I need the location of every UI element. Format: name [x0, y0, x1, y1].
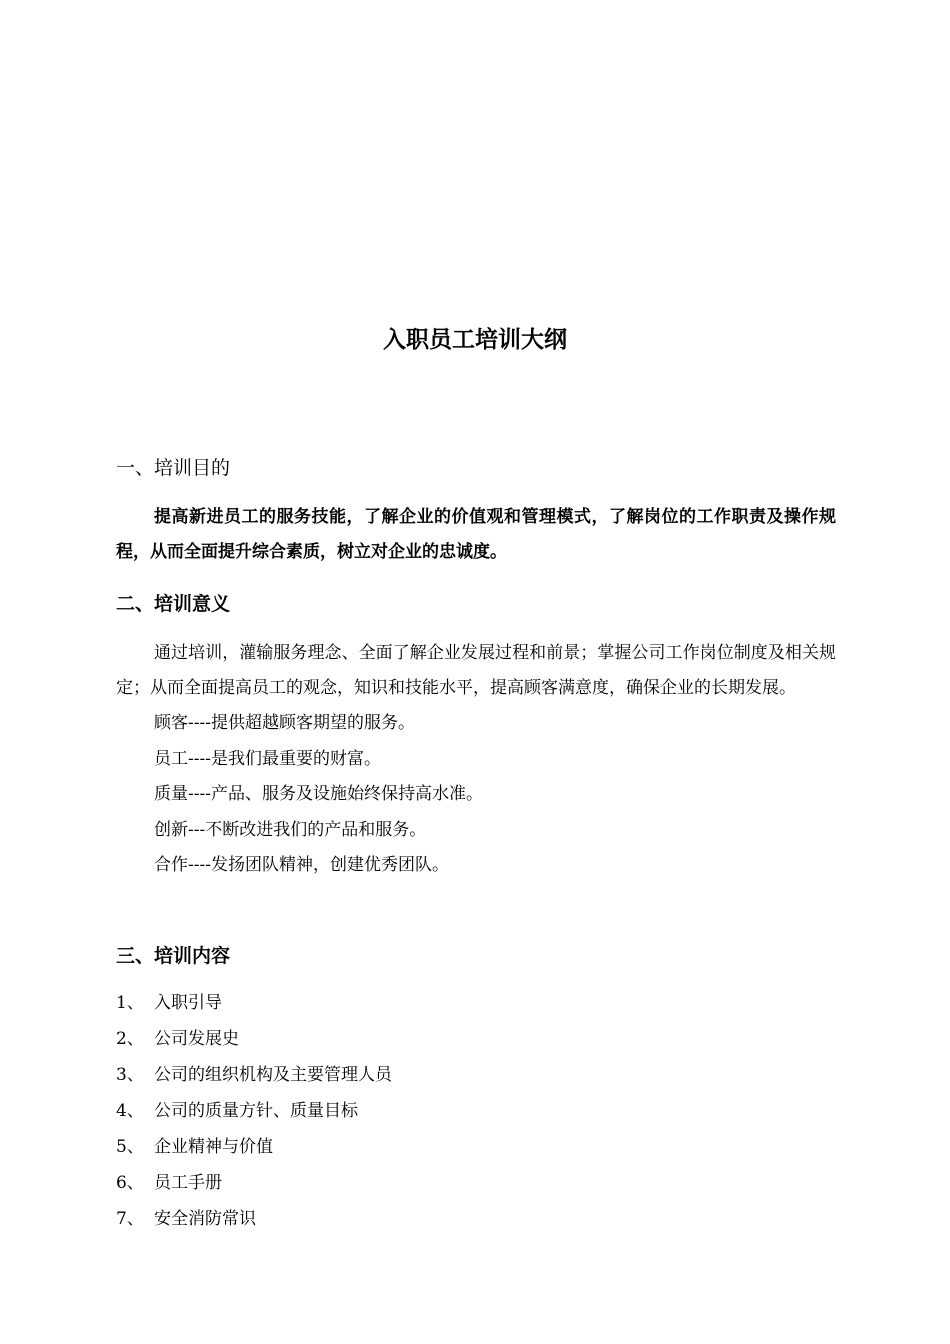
document-title: 入职员工培训大纲: [383, 327, 567, 353]
list-item-text: 公司的组织机构及主要管理人员: [154, 1065, 392, 1085]
list-item-number: 1、: [116, 993, 144, 1013]
list-item-text: 企业精神与价值: [154, 1137, 273, 1157]
section-heading-significance: 二、培训意义: [116, 593, 231, 615]
list-item: [116, 1057, 836, 1093]
list-item: [116, 1129, 836, 1165]
list-item: [116, 985, 836, 1021]
list-item-number: 5、: [116, 1137, 144, 1157]
motto-customer: 顾客----提供超越顾客期望的服务。: [154, 713, 415, 733]
section-training-purpose: [116, 453, 836, 570]
list-item-number: 6、: [116, 1173, 144, 1193]
list-item-number: 3、: [116, 1065, 144, 1085]
section-heading-content: 三、培训内容: [116, 945, 231, 967]
content-list: [116, 985, 836, 1237]
list-item-text: 公司发展史: [154, 1029, 239, 1049]
list-item: [116, 1165, 836, 1201]
motto-cooperation: 合作----发扬团队精神，创建优秀团队。: [154, 855, 449, 875]
list-item-text: 员工手册: [154, 1173, 222, 1193]
motto-quality: 质量----产品、服务及设施始终保持高水准。: [154, 784, 483, 804]
list-item: [116, 1201, 836, 1237]
list-item-number: 4、: [116, 1101, 144, 1121]
list-item-text: 安全消防常识: [154, 1209, 256, 1229]
section-training-content: [116, 941, 836, 1237]
significance-paragraph: 通过培训，灌输服务理念、全面了解企业发展过程和前景；掌握公司工作岗位制度及相关规定；从而全面提高员工的观念，知识和技能水平，提高顾客满意度，确保企业的长期发展。: [116, 643, 836, 698]
list-item: [116, 1093, 836, 1129]
list-item-number: 2、: [116, 1029, 144, 1049]
list-item-number: 7、: [116, 1209, 144, 1229]
list-item-text: 公司的质量方针、质量目标: [154, 1101, 358, 1121]
list-item: [116, 1021, 836, 1057]
motto-employee: 员工----是我们最重要的财富。: [154, 748, 381, 769]
list-item-text: 入职引导: [154, 993, 222, 1013]
section-heading-purpose: 一、培训目的: [116, 457, 231, 479]
motto-innovation: 创新---不断改进我们的产品和服务。: [154, 819, 427, 840]
section-training-significance: [116, 589, 836, 884]
purpose-paragraph: 提高新进员工的服务技能，了解企业的价值观和管理模式，了解岗位的工作职责及操作规程，从而全面提升综合素质，树立对企业的忠诚度。: [116, 507, 836, 562]
